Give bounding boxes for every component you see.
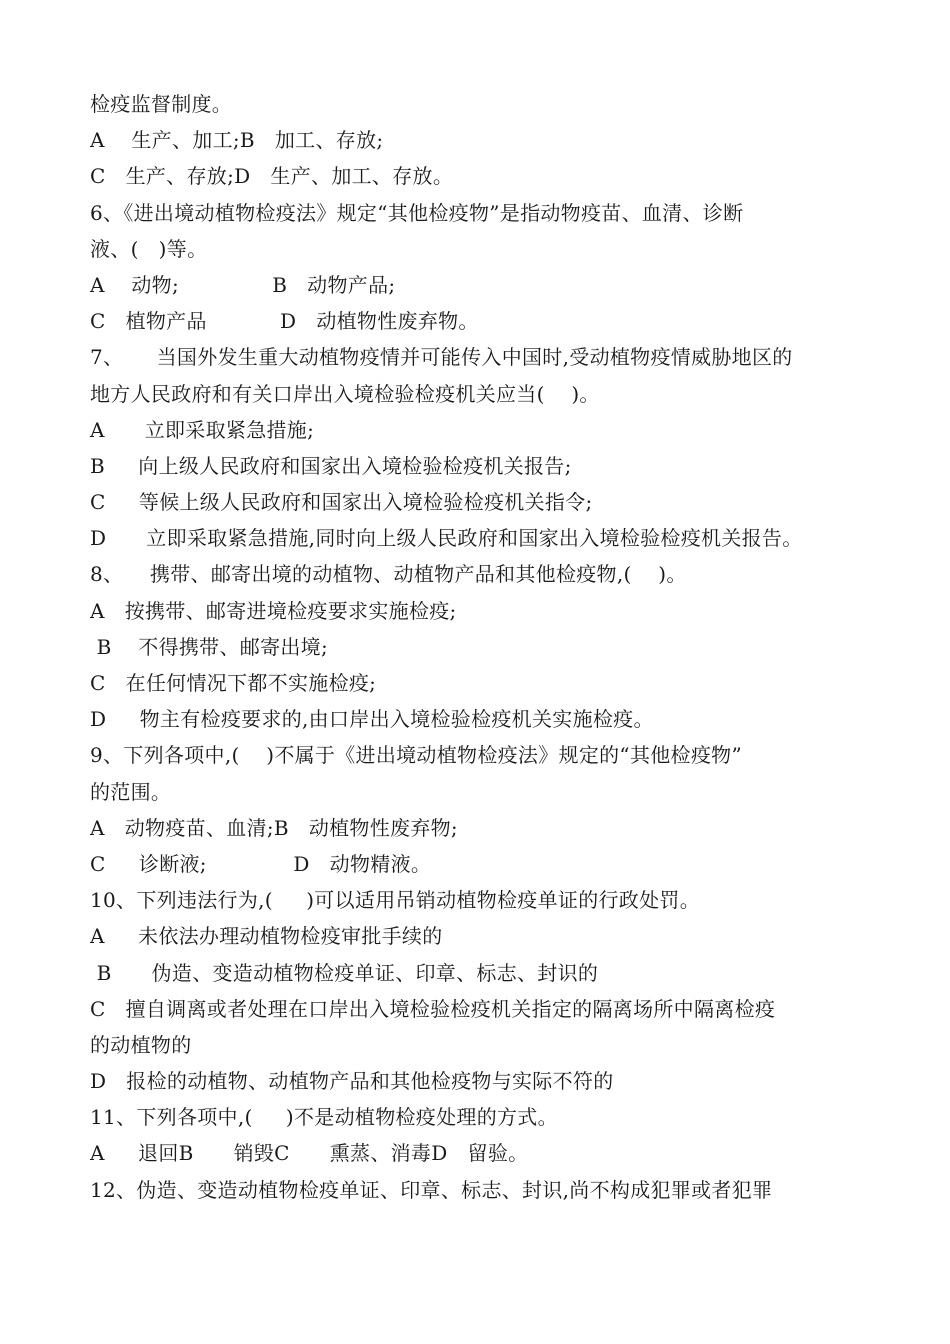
text-line: D 报检的动植物、动植物产品和其他检疫物与实际不符的 (90, 1069, 614, 1094)
text-line: D 立即采取紧急措施,同时向上级人民政府和国家出入境检验检疫机关报告。 (90, 526, 803, 551)
text-line: A 动物; B 动物产品; (90, 272, 396, 297)
text-line: A 退回B 销毁C 熏蒸、消毒D 留验。 (90, 1141, 529, 1166)
text-line: C 擅自调离或者处理在口岸出入境检验检疫机关指定的隔离场所中隔离检疫 (90, 996, 776, 1021)
text-line: A 按携带、邮寄进境检疫要求实施检疫; (90, 598, 457, 623)
text-line: 12、伪造、变造动植物检疫单证、印章、标志、封识,尚不构成犯罪或者犯罪 (90, 1177, 773, 1202)
text-line: 8、 携带、邮寄出境的动植物、动植物产品和其他检疫物,( )。 (90, 562, 687, 587)
text-line: 地方人民政府和有关口岸出入境检验检疫机关应当( )。 (90, 381, 600, 406)
text-line: B 伪造、变造动植物检疫单证、印章、标志、封识的 (90, 960, 599, 985)
text-line: 6、《进出境动植物检疫法》规定“其他检疫物”是指动物疫苗、血清、诊断 (90, 200, 744, 225)
text-line: C 生产、存放;D 生产、加工、存放。 (90, 164, 454, 189)
text-line: 的范围。 (90, 779, 172, 804)
text-line: 10、下列违法行为,( )可以适用吊销动植物检疫单证的行政处罚。 (90, 888, 700, 913)
text-line: C 植物产品 D 动植物性废弃物。 (90, 309, 479, 334)
text-line: 检疫监督制度。 (90, 92, 233, 116)
text-line: C 在任何情况下都不实施检疫; (90, 671, 377, 695)
text-line: A 生产、加工;B 加工、存放; (90, 128, 384, 153)
text-line: D 物主有检疫要求的,由口岸出入境检验检疫机关实施检疫。 (90, 707, 654, 732)
text-line: B 向上级人民政府和国家出入境检验检疫机关报告; (90, 453, 572, 478)
text-line: A 动物疫苗、血清;B 动植物性废弃物; (90, 815, 458, 840)
document-body (90, 86, 880, 1208)
text-line: 11、下列各项中,( )不是动植物检疫处理的方式。 (90, 1105, 558, 1130)
text-line: C 等候上级人民政府和国家出入境检验检疫机关指令; (90, 490, 593, 515)
text-line: 的动植物的 (90, 1032, 192, 1057)
text-line: 7、 当国外发生重大动植物疫情并可能传入中国时,受动植物疫情威胁地区的 (90, 345, 793, 370)
text-line: A 立即采取紧急措施; (90, 417, 315, 442)
text-line: 液、( )等。 (90, 236, 208, 261)
text-line: A 未依法办理动植物检疫审批手续的 (90, 924, 443, 949)
text-line: 9、下列各项中,( )不属于《进出境动植物检疫法》规定的“其他检疫物” (90, 743, 742, 768)
text-line: C 诊断液; D 动物精液。 (90, 851, 432, 876)
text-line: B 不得携带、邮寄出境; (90, 634, 329, 659)
